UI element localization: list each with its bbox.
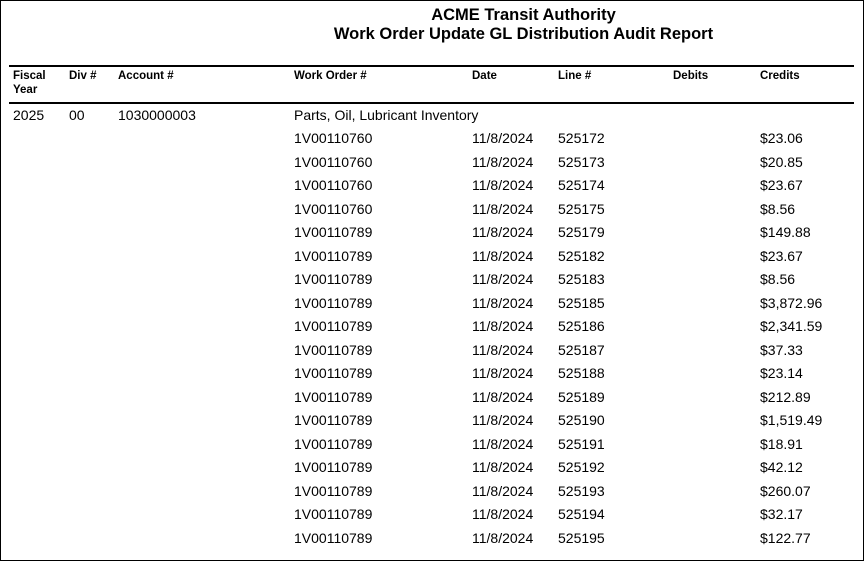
date-cell: 11/8/2024 [472,224,534,240]
table-row [1,177,864,201]
credit-cell: $8.56 [760,271,796,287]
date-cell: 11/8/2024 [472,247,534,264]
group-fiscal-year: 2025 [13,107,45,123]
line-cell: 525190 [558,412,605,428]
credit-cell: $23.67 [760,177,803,193]
table-row [1,224,864,248]
table-row [1,201,864,225]
line-cell: 525183 [558,271,605,287]
table-row [1,412,864,436]
line-cell: 525189 [558,388,605,405]
work-order-cell: 1V00110789 [294,459,373,475]
date-cell: 11/8/2024 [472,459,534,475]
work-order-cell: 1V00110760 [294,177,373,193]
work-order-cell: 1V00110789 [294,365,373,381]
credit-cell: $8.56 [760,200,796,217]
report-header [1,6,864,44]
line-cell: 525172 [558,130,605,146]
line-cell: 525193 [558,482,605,499]
credit-cell: $23.14 [760,365,803,381]
date-cell: 11/8/2024 [472,412,534,428]
table-row [1,248,864,272]
column-header-account: Account # [118,70,174,82]
work-order-cell: 1V00110789 [294,341,373,358]
line-cell: 525175 [558,200,605,217]
line-cell: 525182 [558,247,605,264]
table-row [1,365,864,389]
group-div: 00 [69,107,85,123]
credit-cell: $212.89 [760,388,811,405]
table-row [1,318,864,342]
work-order-cell: 1V00110789 [294,271,373,287]
line-cell: 525174 [558,177,605,193]
column-header-debits: Debits [673,70,709,82]
line-cell: 525192 [558,459,605,475]
credit-cell: $260.07 [760,482,811,499]
work-order-cell: 1V00110789 [294,388,373,405]
table-row [1,459,864,483]
table-row [1,271,864,295]
credit-cell: $18.91 [760,435,803,452]
date-cell: 11/8/2024 [472,294,534,311]
credit-cell: $37.33 [760,341,803,358]
work-order-cell: 1V00110789 [294,506,373,522]
date-cell: 11/8/2024 [472,506,534,522]
work-order-cell: 1V00110760 [294,153,373,170]
date-cell: 11/8/2024 [472,318,534,334]
date-cell: 11/8/2024 [472,482,534,499]
table-row [1,154,864,178]
column-header-fiscal-line2: Year [13,83,38,96]
work-order-cell: 1V00110789 [294,435,373,452]
date-cell: 11/8/2024 [472,177,534,193]
date-cell: 11/8/2024 [472,200,534,217]
work-order-cell: 1V00110789 [294,482,373,499]
header-bottom-rule [9,102,854,104]
column-header-fiscal-year [13,70,46,97]
header-top-rule [9,65,854,67]
line-cell: 525185 [558,294,605,311]
credit-cell: $32.17 [760,506,803,522]
date-cell: 11/8/2024 [472,271,534,287]
work-order-cell: 1V00110760 [294,200,373,217]
work-order-cell: 1V00110760 [294,130,373,146]
date-cell: 11/8/2024 [472,153,534,170]
table-row [1,295,864,319]
table-row [1,483,864,507]
table-row [1,436,864,460]
credit-cell: $3,872.96 [760,294,823,311]
group-account: 1030000003 [118,107,196,123]
column-header-credits: Credits [760,70,800,82]
work-order-cell: 1V00110789 [294,294,373,311]
line-cell: 525188 [558,365,605,381]
table-row [1,342,864,366]
line-cell: 525187 [558,341,605,358]
date-cell: 11/8/2024 [472,435,534,452]
column-header-fiscal-line1: Fiscal [13,70,46,82]
work-order-cell: 1V00110789 [294,529,373,546]
group-account-description: Parts, Oil, Lubricant Inventory [294,107,479,123]
date-cell: 11/8/2024 [472,388,534,405]
column-header-work-order: Work Order # [294,70,367,82]
line-cell: 525186 [558,318,605,334]
column-header-div: Div # [69,70,97,82]
table-row [1,389,864,413]
line-cell: 525195 [558,529,605,546]
date-cell: 11/8/2024 [472,130,534,146]
work-order-cell: 1V00110789 [294,412,373,428]
date-cell: 11/8/2024 [472,341,534,358]
credit-cell: $149.88 [760,224,811,240]
credit-cell: $1,519.49 [760,412,823,428]
table-row [1,130,864,154]
report-subtitle: Work Order Update GL Distribution Audit Report [333,25,714,43]
credit-cell: $122.77 [760,529,811,546]
work-order-cell: 1V00110789 [294,247,373,264]
date-cell: 11/8/2024 [472,529,534,546]
column-header-date: Date [472,70,497,82]
line-cell: 525191 [558,435,605,452]
credit-cell: $42.12 [760,459,803,475]
credit-cell: $2,341.59 [760,318,823,334]
credit-cell: $20.85 [760,153,803,170]
date-cell: 11/8/2024 [472,365,534,381]
table-row [1,506,864,530]
line-cell: 525173 [558,153,605,170]
work-order-cell: 1V00110789 [294,224,373,240]
report-title: ACME Transit Authority [431,6,616,24]
credit-cell: $23.67 [760,247,803,264]
credit-cell: $23.06 [760,130,803,146]
line-cell: 525194 [558,506,605,522]
work-order-cell: 1V00110789 [294,318,373,334]
table-row [1,530,864,554]
column-header-line: Line # [558,70,592,82]
line-cell: 525179 [558,224,605,240]
